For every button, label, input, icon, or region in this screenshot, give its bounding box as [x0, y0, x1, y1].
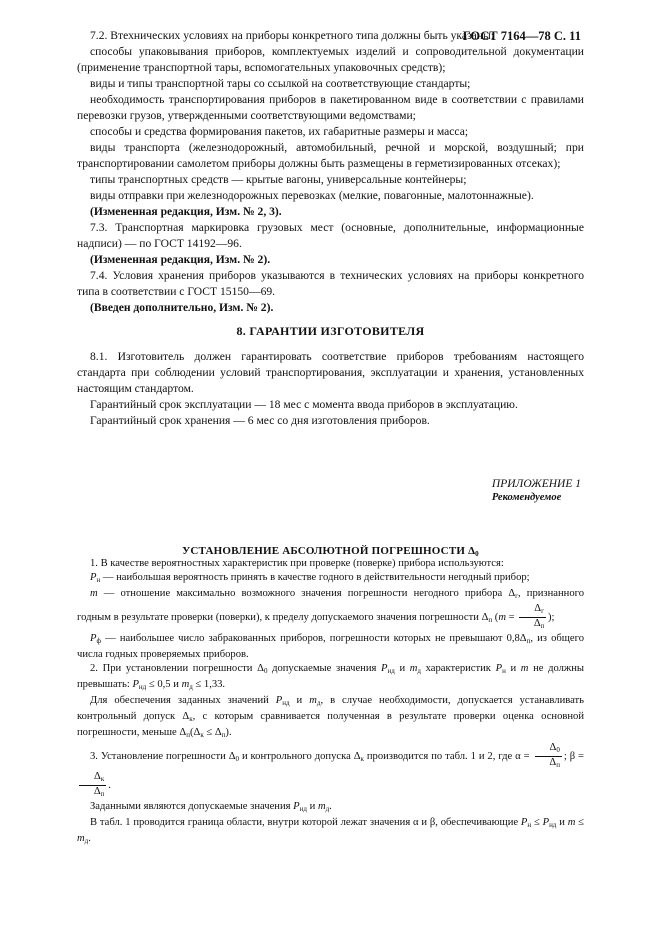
page-header: ГОСТ 7164—78 С. 11	[462, 29, 581, 43]
math-variable: P	[495, 663, 503, 674]
math-variable: P	[293, 801, 300, 812]
math-subscript: д	[325, 805, 330, 813]
math-subscript: п	[556, 761, 560, 769]
math-variable: m	[309, 695, 317, 706]
text-run: .	[329, 801, 332, 812]
math-subscript: п	[540, 622, 545, 630]
fraction	[79, 771, 106, 800]
text-run: — наибольшая вероятность принять в качестве годного в действительности негодный прибор;	[100, 572, 530, 583]
math-variable: P	[90, 572, 97, 583]
text-run: =	[506, 611, 518, 623]
paragraph	[77, 587, 584, 632]
math-subscript: п	[221, 731, 226, 739]
paragraph: 7.4. Условия хранения приборов указываются в технических условиях на приборы конкретного типа в соответствии с ГОСТ 15150—69.	[77, 269, 584, 298]
text-run: 2. При установлении погрешности Δ	[90, 663, 264, 674]
text-run: Для обеспечения заданных значений	[90, 695, 276, 706]
math-variable: m	[409, 663, 418, 674]
text-run: , с которым сравнивается полученная в результате проверки оценка основной погрешности, меньше Δ	[77, 711, 584, 738]
paragraph: 7.3. Транспортная маркировка грузовых мест (основные, дополнительные, информационные надписи) — по ГОСТ 14192—96.	[77, 221, 584, 250]
math-subscript: д	[84, 837, 89, 845]
text-run: ≤ 0,5 и	[146, 679, 182, 690]
paragraph: 7.2. Втехнических условиях на приборы конкретного типа должны быть указаны:	[90, 29, 494, 42]
text-run: ≤ 1,33.	[192, 679, 226, 690]
appendix-title-sub: 0	[475, 550, 479, 558]
text-run: , признанного годным в результате проверки (поверки), к пределу допускаемого значения погрешности Δ	[77, 588, 584, 623]
paragraph	[77, 632, 584, 662]
text-run: , из общего числа годных проверяемых приборов.	[77, 633, 584, 660]
denominator	[535, 757, 562, 771]
paragraph	[77, 571, 584, 587]
math-subscript: н	[527, 821, 532, 829]
appendix-title-text: УСТАНОВЛЕНИЕ АБСОЛЮТНОЙ ПОГРЕШНОСТИ Δ	[182, 545, 476, 557]
text-run: );	[547, 611, 555, 623]
text-run: и	[394, 663, 410, 674]
math-subscript: нд	[282, 699, 290, 707]
paragraph: виды отправки при железнодорожных перевозках (мелкие, повагонные, малотоннажные).	[90, 189, 534, 202]
math-variable: P	[275, 695, 283, 706]
math-subscript: д	[189, 683, 193, 691]
math-subscript: к	[100, 775, 105, 783]
math-variable: m	[317, 801, 326, 812]
text-run: производится по табл. 1 и 2, где α =	[363, 750, 533, 762]
paragraph: (Измененная редакция, Изм. № 2, 3).	[90, 205, 282, 218]
paragraph	[77, 742, 584, 800]
text-run: и	[556, 817, 568, 828]
paragraph: типы транспортных средств — крытые вагоны, универсальные контейнеры;	[90, 173, 467, 186]
paragraph: виды транспорта (железнодорожный, автомобильный, речной и морской, воздушный; при транспортировании самолетом приборы должны быть размещены в герметизированных отсеках);	[77, 141, 584, 170]
appendix-text	[77, 557, 584, 848]
paragraph: способы и средства формирования пакетов, их габаритные размеры и масса;	[90, 125, 469, 138]
math-variable: m	[567, 817, 576, 828]
math-subscript: н	[502, 667, 506, 675]
paragraph: (Введен дополнительно, Изм. № 2).	[90, 301, 274, 314]
math-subscript: нд	[549, 821, 557, 829]
paragraph: (Измененная редакция, Изм. № 2).	[90, 253, 271, 266]
text-run: Δ	[533, 618, 541, 629]
math-subscript: п	[526, 637, 531, 645]
math-subscript: нд	[138, 683, 147, 691]
math-subscript: г	[541, 607, 544, 615]
math-subscript: к	[200, 731, 204, 739]
math-variable: P	[381, 663, 388, 674]
math-subscript: п	[186, 731, 190, 739]
text-run: Δ	[549, 757, 557, 768]
math-subscript: к	[189, 715, 193, 723]
math-variable: m	[498, 611, 506, 623]
math-subscript: п	[100, 790, 105, 798]
math-subscript: 0	[556, 746, 560, 754]
text-run: .	[108, 779, 111, 791]
appendix-status: Рекомендуемое	[491, 492, 562, 503]
text-run: и	[289, 695, 310, 706]
text-run: 3. Установление погрешности Δ	[90, 750, 236, 762]
section-8-title: 8. ГАРАНТИИ ИЗГОТОВИТЕЛЯ	[236, 324, 425, 338]
math-variable: P	[542, 817, 550, 828]
text-run: (	[492, 611, 499, 623]
math-subscript: г	[515, 592, 519, 600]
text-run: , в случае необходимости, допускается устанавливать контрольный допуск Δ	[77, 695, 585, 722]
math-subscript: нд	[387, 667, 395, 675]
text-run: и	[306, 801, 318, 812]
appendix-label: ПРИЛОЖЕНИЕ 1	[491, 478, 581, 490]
numerator	[79, 771, 106, 786]
paragraph: способы упаковывания приборов, комплектуемых изделий и сопроводительной документации (применение транспортной тары, вспомогательных упаковочных средств);	[77, 45, 584, 74]
paragraph	[77, 694, 584, 742]
text-run: Заданными являются допускаемые значения	[90, 801, 294, 812]
text-run: — наибольшее число забракованных приборов, погрешности которых не превышают 0,8Δ	[101, 633, 527, 644]
paragraph: 8.1. Изготовитель должен гарантировать соответствие приборов требованиям настоящего стандарта при соблюдении условий транспортирования, эксплуатации и хранения, установленных настоящим стандартом.	[77, 350, 584, 395]
math-subscript: 0	[263, 667, 268, 675]
paragraph: виды и типы транспортной тары со ссылкой на соответствующие стандарты;	[90, 77, 471, 90]
text-run: ≤	[575, 817, 584, 828]
math-variable: P	[132, 679, 139, 690]
math-subscript: к	[360, 754, 364, 763]
denominator	[79, 786, 106, 800]
math-subscript: н	[96, 576, 101, 584]
text-run: ≤	[531, 817, 543, 828]
math-variable: m	[181, 679, 190, 690]
math-subscript: д	[417, 667, 421, 675]
text-run: ; β =	[563, 750, 585, 762]
math-variable: P	[520, 817, 528, 828]
fraction	[519, 603, 546, 632]
paragraph: необходимость транспортирования приборов в пакетированном виде в соответствии с правилами перевозки грузов, утвержденными соответствующими ведомствами;	[77, 93, 584, 122]
denominator	[519, 618, 546, 632]
text-run: .	[88, 833, 91, 844]
text-run: допускаемые значения	[267, 663, 382, 674]
math-subscript: п	[488, 615, 493, 624]
math-subscript: ф	[96, 637, 102, 645]
section-7-text	[77, 28, 584, 316]
math-variable: m	[77, 833, 85, 844]
math-variable: P	[90, 633, 97, 644]
numerator	[535, 742, 562, 757]
math-subscript: нд	[299, 805, 307, 813]
text-run: 1. В качестве вероятностных характеристик при проверке (поверке) прибора используются:	[90, 558, 504, 569]
text-run: — отношение максимально возможного значения погрешности негодного прибора Δ	[97, 588, 516, 599]
text-run: Δ	[94, 771, 101, 782]
math-subscript: д	[316, 699, 321, 707]
text-run: Δ	[534, 603, 542, 614]
text-run: ).	[225, 727, 232, 738]
paragraph: Гарантийный срок эксплуатации — 18 мес с момента ввода приборов в эксплуатацию.	[90, 398, 518, 411]
text-run: не должны превышать:	[77, 663, 585, 690]
text-run: (Δ	[189, 727, 201, 738]
paragraph	[77, 800, 584, 816]
appendix-label-block	[492, 477, 581, 505]
text-run: В табл. 1 проводится граница области, внутри которой лежат значения α и β, обеспечивающие	[90, 817, 521, 828]
text-run: и	[505, 663, 521, 674]
paragraph: Гарантийный срок хранения — 6 мес со дня изготовления приборов.	[90, 414, 430, 427]
section-8-text	[77, 349, 584, 429]
text-run: Δ	[549, 742, 557, 753]
paragraph	[77, 816, 584, 848]
text-run: характеристик	[420, 663, 496, 674]
text-run: Δ	[93, 786, 101, 797]
math-variable: m	[90, 588, 98, 599]
paragraph	[77, 557, 584, 571]
paragraph	[77, 662, 584, 694]
math-variable: m	[520, 663, 529, 674]
math-subscript: 0	[235, 754, 240, 763]
text-run: ≤ Δ	[203, 727, 222, 738]
numerator	[519, 603, 546, 618]
fraction	[535, 742, 562, 771]
text-run: и контрольного допуска Δ	[239, 750, 361, 762]
